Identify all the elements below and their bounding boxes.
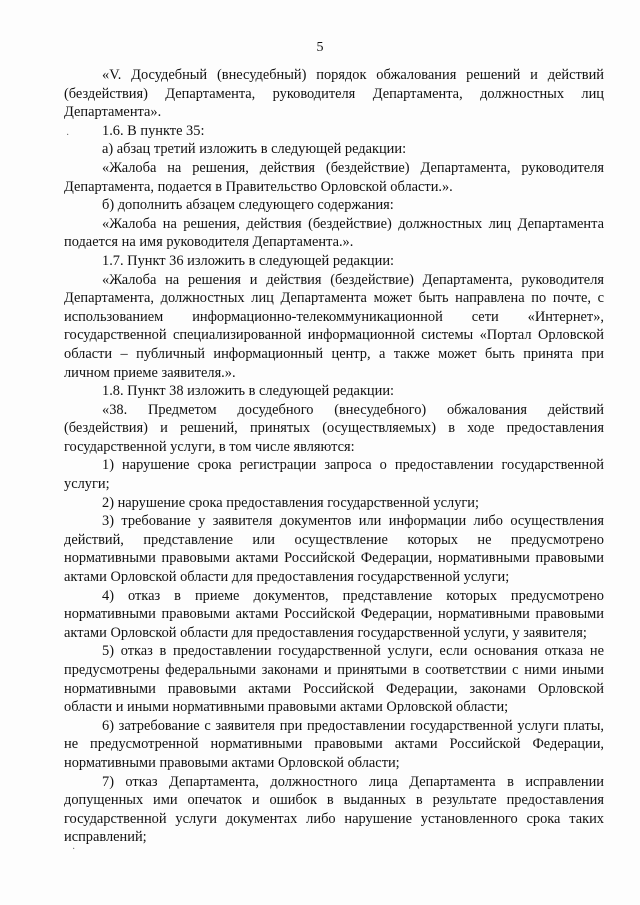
section-heading-paragraph: «V. Досудебный (внесудебный) порядок обжалования решений и действий (бездействия) Департамента, руководителя Департамента, должностных лиц Департамента». xyxy=(64,67,604,121)
scan-speck: · xyxy=(72,844,76,855)
list-item-4: 4) отказ в приеме документов, представление которых предусмотрено нормативными правовыми актами Российской Федерации, нормативными правовыми актами Орловской области для предоставления государственной услуги, у заявителя; xyxy=(64,587,604,641)
list-item-1: 1) нарушение срока регистрации запроса о предоставлении государственной услуги; xyxy=(64,457,604,493)
clause-1-8: 1.8. Пункт 38 изложить в следующей редакции: xyxy=(102,383,395,400)
quoted-text-b: «Жалоба на решения, действия (бездействие) должностных лиц Департамента подается на имя руководителя Департамента.». xyxy=(64,215,604,251)
clause-1-6: 1.6. В пункте 35: xyxy=(102,122,205,139)
list-item-3: 3) требование у заявителя документов или информации либо осуществления действий, представление или осуществление которых не предусмотрено нормативными правовыми актами Российской Федерации, нормативными правовыми актами Орловской области для предоставления государственной услуги; xyxy=(64,513,604,586)
list-item-7: 7) отказ Департамента, должностного лица Департамента в исправлении допущенных ими опечаток и ошибок в выданных в результате предоставления государственной услуги документах либо нарушение установленного срока таких исправлений; xyxy=(64,773,604,846)
document-body xyxy=(64,66,604,847)
page-number: 5 xyxy=(316,40,324,55)
subclause-b: б) дополнить абзацем следующего содержания: xyxy=(102,197,394,214)
clause-1-7: 1.7. Пункт 36 изложить в следующей редакции: xyxy=(102,252,395,269)
list-item-6: 6) затребование с заявителя при предоставлении государственной услуги платы, не предусмотренной нормативными правовыми актами Российской Федерации, нормативными правовыми актами Орловской области; xyxy=(64,717,604,771)
quoted-text-36: «Жалоба на решения и действия (бездействие) Департамента, руководителя Департамента, должностных лиц Департамента может быть направлена по почте, с использованием информационно-телекоммуникационной сети «Интернет», государственной специализированной информационной системы «Портал Орловской области – публичный информационный центр, а также может быть принята при личном приеме заявителя.». xyxy=(64,271,604,381)
point-38-intro: «38. Предметом досудебного (внесудебного) обжалования действий (бездействия) и решений, принятых (осуществляемых) в ходе предоставления государственной услуги, в том числе являются: xyxy=(64,401,604,455)
scan-speck: · xyxy=(66,130,70,141)
quoted-text-a: «Жалоба на решения, действия (бездействие) Департамента, руководителя Департамента, подается в Правительство Орловской области.». xyxy=(64,159,604,195)
list-item-2: 2) нарушение срока предоставления государственной услуги; xyxy=(102,494,479,511)
list-item-5: 5) отказ в предоставлении государственной услуги, если основания отказа не предусмотрены федеральными законами и принятыми в соответствии с ними иными нормативными правовыми актами Российской Федерации, законами Орловской области и иными нормативными правовыми актами Орловской области; xyxy=(64,643,604,716)
subclause-a: а) абзац третий изложить в следующей редакции: xyxy=(102,141,407,158)
